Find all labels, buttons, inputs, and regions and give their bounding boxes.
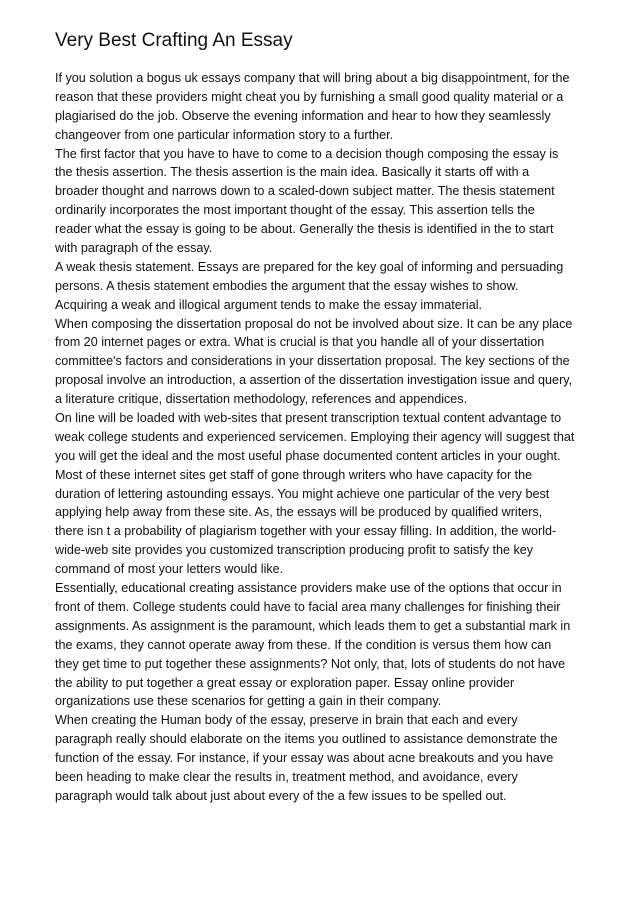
- text-line: Essentially, educational creating assistance providers make use of the options that occur in: [55, 581, 562, 596]
- text-line: Acquiring a weak and illogical argument tends to make the essay immaterial.: [55, 297, 483, 312]
- text-line: weak college students and experienced servicemen. Employing their agency will suggest that: [55, 429, 575, 444]
- text-line: from 20 internet pages or extra. What is crucial is that you handle all of your dissertation: [55, 335, 545, 350]
- text-line: persons. A thesis statement embodies the argument that the essay wishes to show.: [55, 278, 519, 293]
- text-line: command of most your letters would like.: [55, 562, 284, 577]
- text-line: changeover from one particular information story to a further.: [55, 127, 394, 142]
- text-line: the ability to put together a great essay or exploration paper. Essay online provider: [55, 675, 515, 690]
- text-line: been heading to make clear the results in, treatment method, and avoidance, every: [55, 769, 518, 784]
- text-line: plagiarised do the job. Observe the evening information and hear to how they seamlessly: [55, 108, 551, 123]
- text-line: broader thought and narrows down to a scaled-down subject matter. The thesis statement: [55, 184, 555, 199]
- text-line: the thesis assertion. The thesis assertion is the main idea. Basically it starts off with a: [55, 165, 530, 180]
- text-line: paragraph would talk about just about every of the a few issues to be spelled out.: [55, 788, 507, 803]
- text-line: On line will be loaded with web-sites that present transcription textual content advantage to: [55, 411, 562, 426]
- text-line: paragraph really should elaborate on the items you outlined to assistance demonstrate the: [55, 732, 558, 747]
- text-line: the exams, they cannot operate away from these. If the condition is versus them how can: [55, 637, 552, 652]
- text-line: If you solution a bogus uk essays company that will bring about a big disappointment, for the: [55, 71, 570, 85]
- text-line: Most of these internet sites get staff of gone through writers who have capacity for the: [55, 467, 533, 482]
- text-line: front of them. College students could have to facial area many challenges for finishing their: [55, 599, 561, 614]
- text-line: with paragraph of the essay.: [55, 241, 213, 256]
- text-line: When composing the dissertation proposal do not be involved about size. It can be any place: [55, 316, 573, 331]
- text-line: organizations use these scenarios for getting a gain in their company.: [55, 694, 442, 709]
- text-line: applying help away from these site. As, the essays will be produced by qualified writers,: [55, 505, 543, 520]
- text-line: they get time to put together these assignments? Not only, that, lots of students do not have: [55, 656, 566, 671]
- text-line: function of the essay. For instance, if your essay was about acne breakouts and you have: [55, 751, 554, 766]
- text-line: proposal involve an introduction, a assertion of the dissertation investigation issue and query,: [55, 373, 573, 388]
- text-line: reader what the essay is going to be about. Generally the thesis is identified in the to start: [55, 222, 554, 237]
- text-line: assignments. As assignment is the paramount, which leads them to get a substantial mark in: [55, 618, 571, 633]
- text-line: A weak thesis statement. Essays are prepared for the key goal of informing and persuading: [55, 259, 564, 274]
- text-line: When creating the Human body of the essay, preserve in brain that each and every: [55, 713, 518, 728]
- text-line: you will get the ideal and the most useful phase documented content articles in your ought.: [55, 448, 561, 463]
- text-line: wide-web site provides you customized transcription producing profit to satisfy the key: [55, 543, 534, 558]
- text-line: a literature critique, dissertation methodology, references and appendices.: [55, 392, 468, 407]
- text-line: there isn t a probability of plagiarism together with your essay filling. In addition, the world-: [55, 524, 557, 539]
- text-line: reason that these providers might cheat you by furnishing a small good quality material or a: [55, 89, 564, 104]
- document-body: [55, 69, 587, 806]
- text-line: duration of lettering astounding essays. You might achieve one particular of the very best: [55, 486, 550, 501]
- text-line: committee's factors and considerations in your dissertation proposal. The key sections of the: [55, 354, 570, 369]
- text-line: ordinarily incorporates the most important thought of the essay. This assertion tells the: [55, 203, 535, 218]
- document-title: Very Best Crafting An Essay: [55, 30, 293, 51]
- text-line: The first factor that you have to have to come to a decision though composing the essay is: [55, 146, 559, 161]
